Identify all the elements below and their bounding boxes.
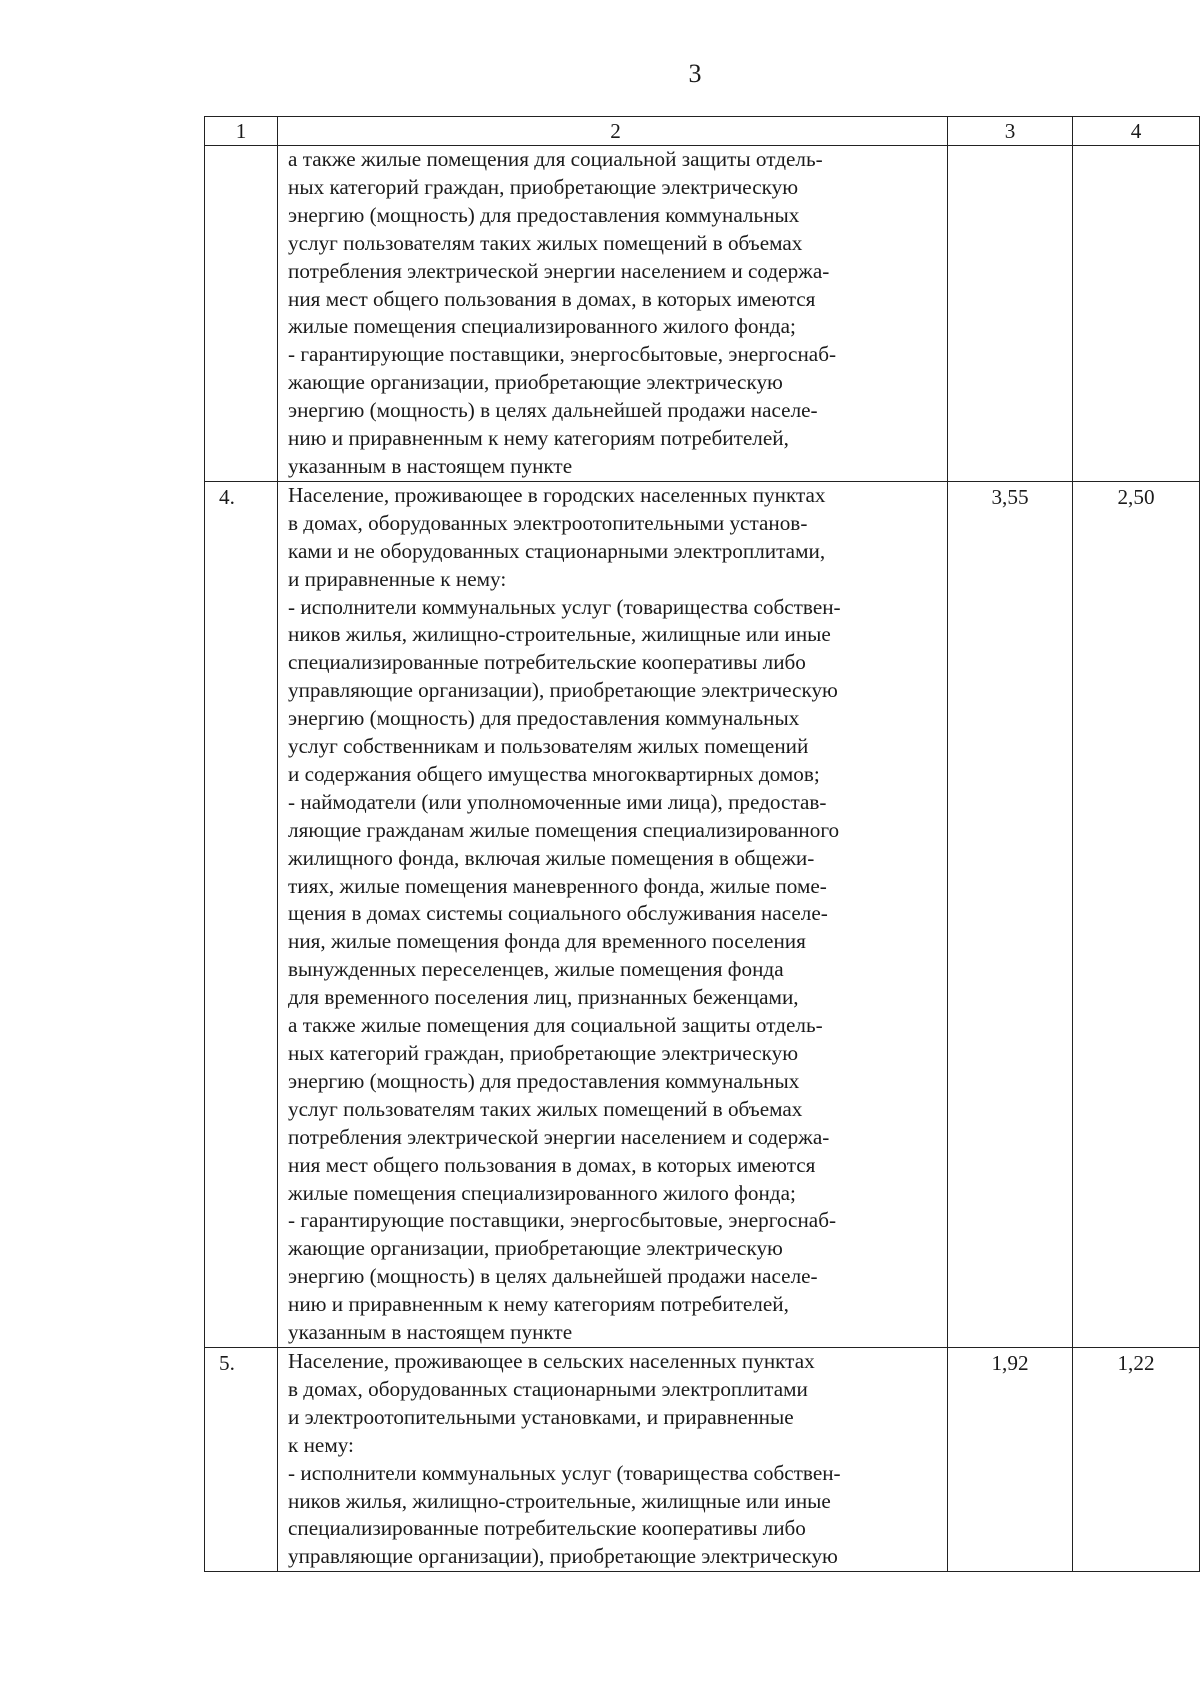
table-header-row xyxy=(205,117,1200,146)
row-number: 5. xyxy=(219,1350,235,1375)
row-description-cell xyxy=(278,1347,948,1571)
header-col-2: 2 xyxy=(278,117,948,146)
row-value-col3 xyxy=(948,481,1073,1347)
description-line: вынужденных переселенцев, жилые помещения фонда xyxy=(288,957,784,982)
description-line: специализированные потребительские кооперативы либо xyxy=(288,650,806,675)
description-line: управляющие организации), приобретающие электрическую xyxy=(288,678,838,703)
description-line: жающие организации, приобретающие электрическую xyxy=(288,370,783,395)
description-line: ния, жилые помещения фонда для временного поселения xyxy=(288,929,806,954)
header-col-3: 3 xyxy=(948,117,1073,146)
page-number: 3 xyxy=(688,59,702,88)
description-line: Население, проживающее в городских населенных пунктах xyxy=(288,482,826,507)
description-line: - наймодатели (или уполномоченные ими лица), предостав- xyxy=(288,789,827,814)
description-line: к нему: xyxy=(288,1432,354,1457)
description-line: ников жилья, жилищно-строительные, жилищные или иные xyxy=(288,1488,831,1513)
description-line: указанным в настоящем пункте xyxy=(288,453,573,478)
description-line: жилые помещения специализированного жилого фонда; xyxy=(288,1180,796,1205)
description-line: потребления электрической энергии населением и содержа- xyxy=(288,1124,830,1149)
header-col-4: 4 xyxy=(1073,117,1200,146)
tariff-table xyxy=(204,116,1200,1572)
description-line: нию и приравненным к нему категориям потребителей, xyxy=(288,1292,789,1317)
description-line: управляющие организации), приобретающие электрическую xyxy=(288,1544,838,1569)
description-line: специализированные потребительские кооперативы либо xyxy=(288,1516,806,1541)
description-line: жилищного фонда, включая жилые помещения в общежи- xyxy=(288,845,815,870)
description-line: - исполнители коммунальных услуг (товарищества собствен- xyxy=(288,594,841,619)
value-col3: 3,55 xyxy=(991,484,1029,509)
description-line: а также жилые помещения для социальной защиты отдель- xyxy=(288,1013,823,1038)
description-line: - гарантирующие поставщики, энергосбытовые, энергоснаб- xyxy=(288,1208,837,1233)
header-col-1: 1 xyxy=(205,117,278,146)
row-value-col4 xyxy=(1073,146,1200,482)
table-row-continuation xyxy=(205,146,1200,482)
description-line: ляющие гражданам жилые помещения специализированного xyxy=(288,817,840,842)
description-line: энергию (мощность) для предоставления коммунальных xyxy=(288,706,800,731)
description-line: и электроотопительными установками, и приравненные xyxy=(288,1404,794,1429)
row-number-cell xyxy=(205,146,278,482)
description-line: услуг собственникам и пользователям жилых помещений xyxy=(288,734,809,759)
description-line: Население, проживающее в сельских населенных пунктах xyxy=(288,1348,815,1373)
description-line: ками и не оборудованных стационарными электроплитами, xyxy=(288,538,826,563)
row-value-col4 xyxy=(1073,481,1200,1347)
description-line: услуг пользователям таких жилых помещений в объемах xyxy=(288,230,803,255)
row-description-cell xyxy=(278,146,948,482)
row-value-col3 xyxy=(948,1347,1073,1571)
row-value-col3 xyxy=(948,146,1073,482)
description-line: а также жилые помещения для социальной защиты отдель- xyxy=(288,147,823,171)
description-line: ния мест общего пользования в домах, в которых имеются xyxy=(288,286,816,311)
description-line: энергию (мощность) в целях дальнейшей продажи населе- xyxy=(288,1264,818,1289)
description-line: щения в домах системы социального обслуживания населе- xyxy=(288,901,828,926)
description-line: потребления электрической энергии населением и содержа- xyxy=(288,258,830,283)
description-line: нию и приравненным к нему категориям потребителей, xyxy=(288,426,789,451)
description-line: энергию (мощность) для предоставления коммунальных xyxy=(288,1068,800,1093)
description-line: жающие организации, приобретающие электрическую xyxy=(288,1236,783,1261)
row-value-col4 xyxy=(1073,1347,1200,1571)
description-line: жилые помещения специализированного жилого фонда; xyxy=(288,314,796,339)
description-line: - гарантирующие поставщики, энергосбытовые, энергоснаб- xyxy=(288,342,837,367)
row-number: 4. xyxy=(219,484,235,509)
description-line: ников жилья, жилищно-строительные, жилищные или иные xyxy=(288,622,831,647)
value-col4: 1,22 xyxy=(1117,1350,1155,1375)
value-col3: 1,92 xyxy=(991,1350,1029,1375)
row-number-cell xyxy=(205,481,278,1347)
description-line: и приравненные к нему: xyxy=(288,566,507,591)
description-line: - исполнители коммунальных услуг (товарищества собствен- xyxy=(288,1460,841,1485)
description-line: энергию (мощность) в целях дальнейшей продажи населе- xyxy=(288,398,818,423)
description-line: ных категорий граждан, приобретающие электрическую xyxy=(288,174,799,199)
description-line: услуг пользователям таких жилых помещений в объемах xyxy=(288,1096,803,1121)
description-line: ния мест общего пользования в домах, в которых имеются xyxy=(288,1152,816,1177)
description-line: в домах, оборудованных стационарными электроплитами xyxy=(288,1376,808,1401)
description-line: для временного поселения лиц, признанных беженцами, xyxy=(288,985,799,1010)
table-row-5 xyxy=(205,1347,1200,1571)
table-row-4 xyxy=(205,481,1200,1347)
description-line: в домах, оборудованных электроотопительными установ- xyxy=(288,510,808,535)
description-line: тиях, жилые помещения маневренного фонда, жилые поме- xyxy=(288,873,827,898)
row-number-cell xyxy=(205,1347,278,1571)
value-col4: 2,50 xyxy=(1117,484,1155,509)
description-line: и содержания общего имущества многоквартирных домов; xyxy=(288,761,820,786)
description-line: указанным в настоящем пункте xyxy=(288,1320,573,1345)
description-line: ных категорий граждан, приобретающие электрическую xyxy=(288,1041,799,1065)
description-line: энергию (мощность) для предоставления коммунальных xyxy=(288,202,800,227)
row-description-cell xyxy=(278,481,948,1347)
